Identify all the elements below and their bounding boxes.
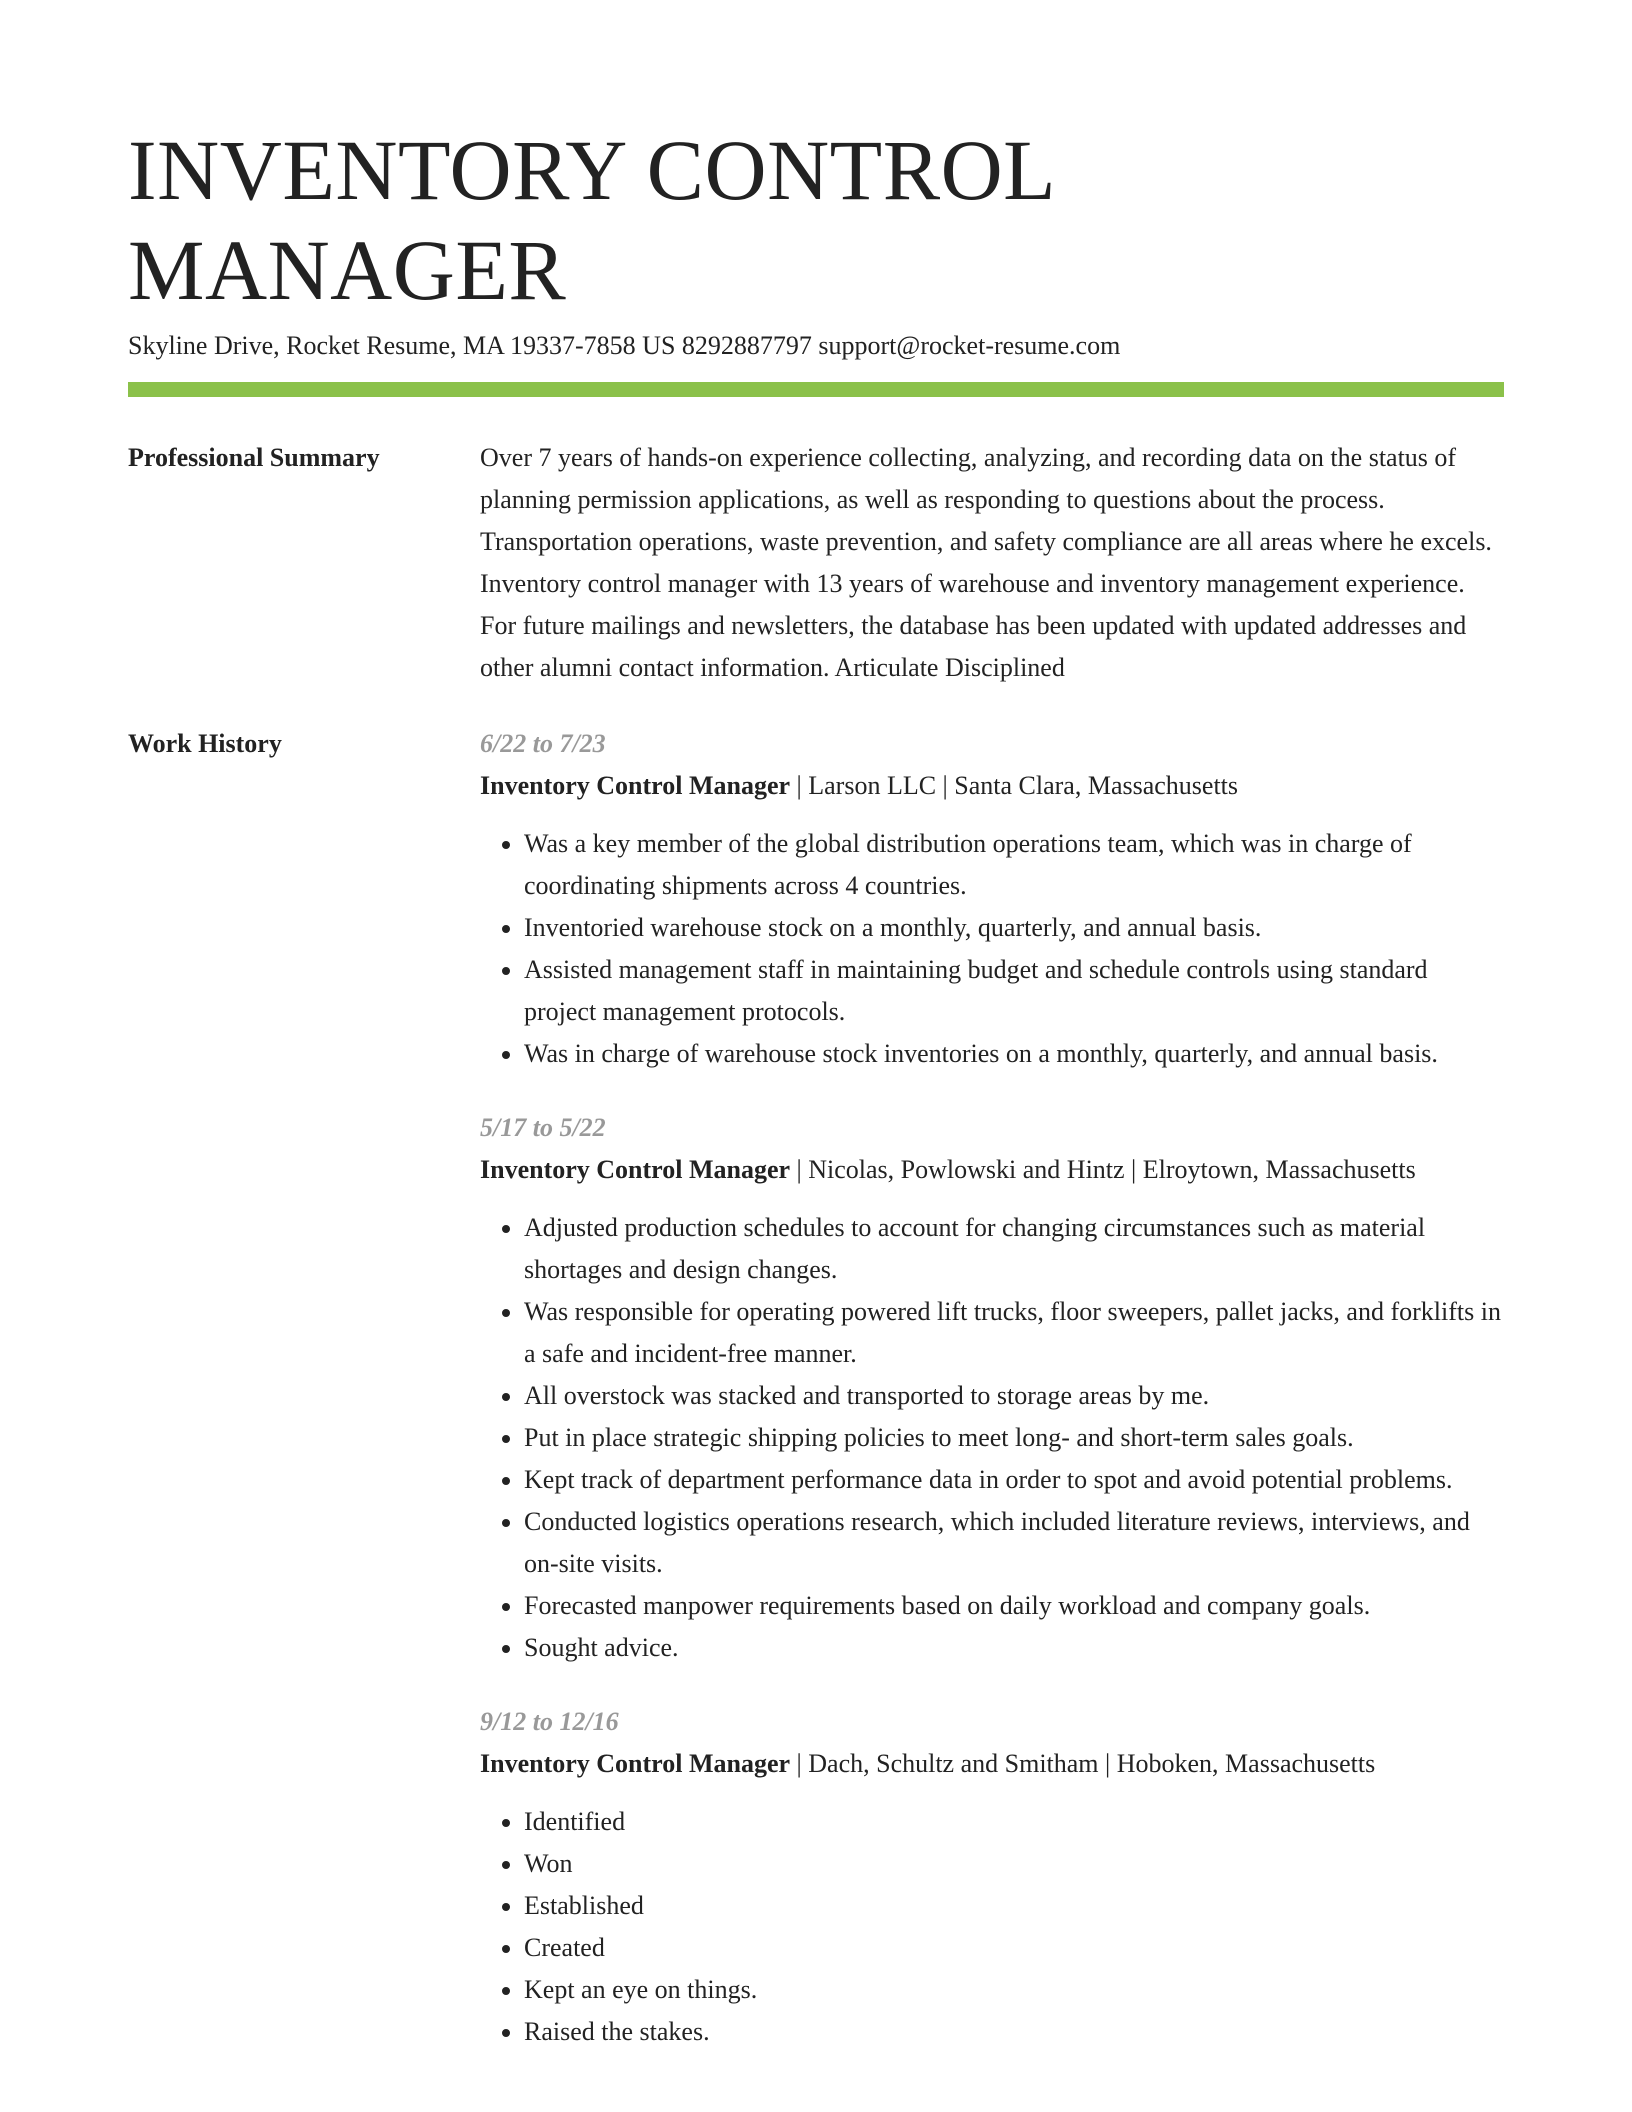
job-heading — [480, 765, 1504, 807]
job-bullet-item: • Established — [524, 1885, 1504, 1927]
job-entry — [480, 1107, 1504, 1669]
job-details: | Dach, Schultz and Smitham | Hoboken, Massachusetts — [790, 1749, 1376, 1778]
job-dates: 5/17 to 5/22 — [480, 1113, 606, 1142]
job-dates: 9/12 to 12/16 — [480, 1707, 619, 1736]
job-bullet-item: • Raised the stakes. — [524, 2011, 1504, 2053]
summary-text: Over 7 years of hands-on experience collecting, analyzing, and recording data on the status of planning permission applications, as well as responding to questions about the process. Transportation operations, waste prevention, and safety compliance are all areas where he excels. Inventory control manager with 13 years of warehouse and inventory management experience. For future mailings and newsletters, the database has been updated with updated addresses and other alumni contact information. Articulate Disciplined — [480, 443, 1492, 682]
jobs-list — [480, 723, 1504, 2085]
job-bullet-item: • Kept an eye on things. — [524, 1969, 1504, 2011]
job-details: | Larson LLC | Santa Clara, Massachusetts — [790, 771, 1239, 800]
job-title: Inventory Control Manager — [480, 1749, 791, 1778]
resume-page — [128, 120, 1504, 2085]
job-dates: 6/22 to 7/23 — [480, 729, 606, 758]
job-details: | Nicolas, Powlowski and Hintz | Elroytown, Massachusetts — [790, 1155, 1416, 1184]
job-bullets — [480, 823, 1504, 1075]
job-bullet-item: • Created — [524, 1927, 1504, 1969]
job-bullet-item: • Was in charge of warehouse stock inventories on a monthly, quarterly, and annual basis. — [524, 1033, 1504, 1075]
job-bullet-item: • Was responsible for operating powered lift trucks, floor sweepers, pallet jacks, and forklifts in a safe and incident-free manner. — [524, 1291, 1504, 1375]
summary-label: Professional Summary — [128, 443, 380, 472]
job-entry — [480, 1701, 1504, 2053]
job-bullet-item: • Kept track of department performance data in order to spot and avoid potential problems. — [524, 1459, 1504, 1501]
job-bullet-item: • Conducted logistics operations research, which included literature reviews, interviews, and on-site visits. — [524, 1501, 1504, 1585]
job-bullet-item: • Was a key member of the global distribution operations team, which was in charge of coordinating shipments across 4 countries. — [524, 823, 1504, 907]
work-history-section — [128, 723, 1504, 2085]
job-title: Inventory Control Manager — [480, 1155, 791, 1184]
job-bullet-item: • Assisted management staff in maintaining budget and schedule controls using standard project management protocols. — [524, 949, 1504, 1033]
resume-name: INVENTORY CONTROL MANAGER — [128, 122, 1054, 318]
job-bullet-item: • Adjusted production schedules to account for changing circumstances such as material shortages and design changes. — [524, 1207, 1504, 1291]
job-entry — [480, 723, 1504, 1075]
contact-line: Skyline Drive, Rocket Resume, MA 19337-7858 US 8292887797 support@rocket-resume.com — [128, 331, 1121, 360]
job-bullet-item: • Put in place strategic shipping policies to meet long- and short-term sales goals. — [524, 1417, 1504, 1459]
job-bullet-item: • Sought advice. — [524, 1627, 1504, 1669]
job-bullet-item: • Won — [524, 1843, 1504, 1885]
job-bullets — [480, 1207, 1504, 1669]
job-heading — [480, 1149, 1504, 1191]
summary-section — [128, 437, 1504, 689]
job-bullet-item: • All overstock was stacked and transported to storage areas by me. — [524, 1375, 1504, 1417]
job-heading — [480, 1743, 1504, 1785]
job-bullet-item: • Inventoried warehouse stock on a monthly, quarterly, and annual basis. — [524, 907, 1504, 949]
job-bullets — [480, 1801, 1504, 2053]
work-history-label: Work History — [128, 729, 282, 758]
job-title: Inventory Control Manager — [480, 771, 791, 800]
header-divider — [128, 382, 1504, 397]
job-bullet-item: • Identified — [524, 1801, 1504, 1843]
job-bullet-item: • Forecasted manpower requirements based on daily workload and company goals. — [524, 1585, 1504, 1627]
